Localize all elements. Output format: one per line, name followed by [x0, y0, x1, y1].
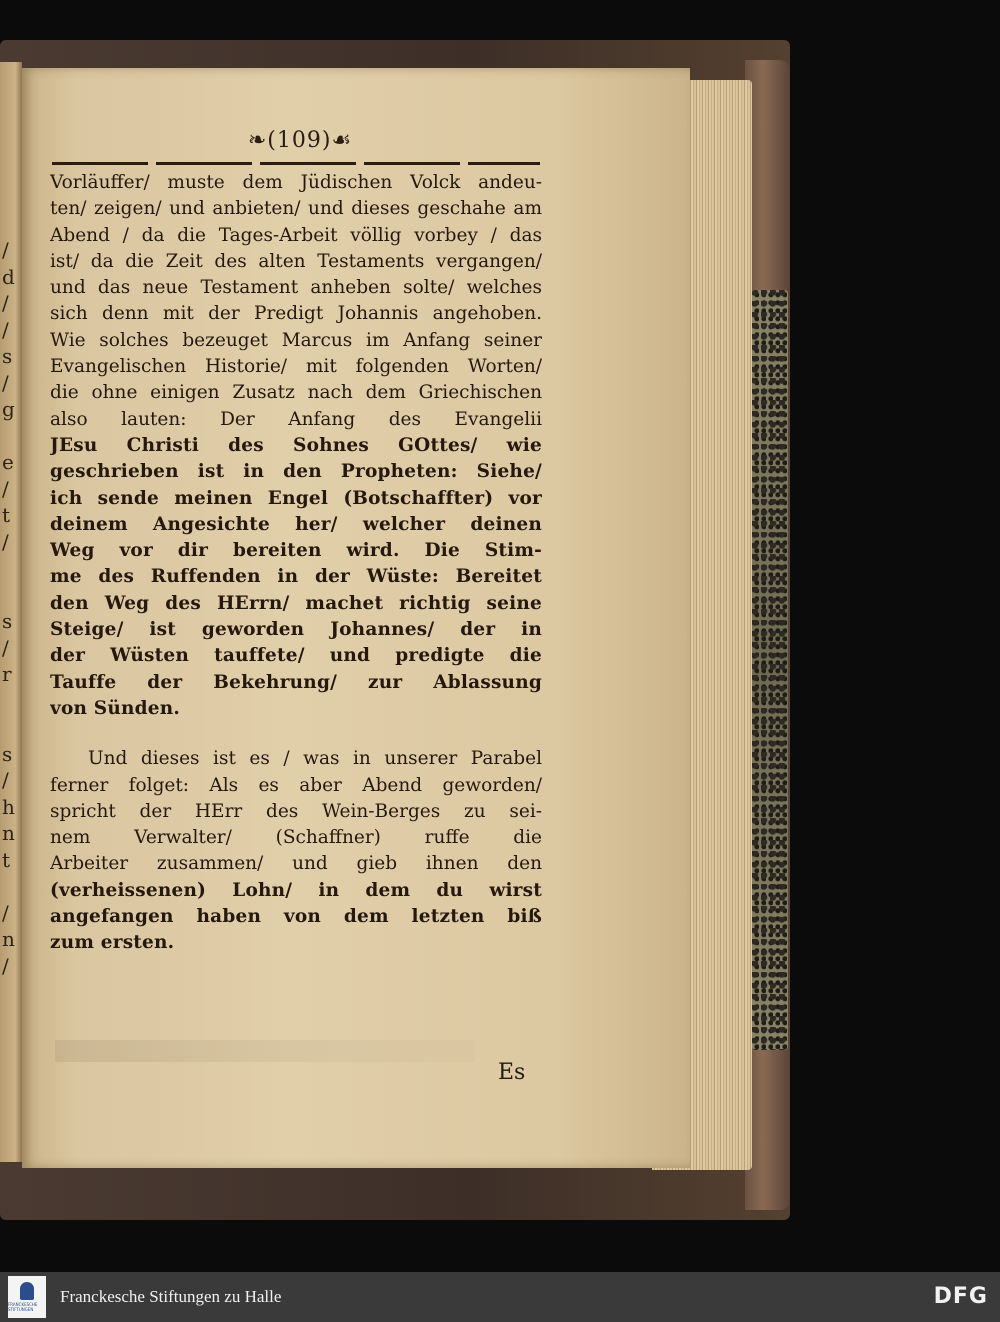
text-line: die ohne einigen Zusatz nach dem Griechischen: [50, 382, 542, 404]
franckesche-logo[interactable]: [8, 1276, 46, 1318]
text-line: und das neue Testament anheben solte/ welches: [50, 277, 542, 299]
page-header: [225, 128, 375, 153]
left-fragment: /: [2, 476, 9, 501]
header-rule: [52, 162, 540, 165]
text-line: Und dieses ist es / was in unserer Parabel: [88, 748, 542, 770]
catchword: Es: [498, 1060, 526, 1085]
text-line: geschrieben ist in den Propheten: Siehe/: [50, 461, 542, 483]
left-page-edge: [0, 62, 22, 1162]
left-fragment: /: [2, 291, 9, 315]
paragraph-1: [50, 170, 542, 722]
text-line: nem Verwalter/ (Schaffner) ruffe die: [50, 827, 542, 849]
text-line: Wie solches bezeuget Marcus im Anfang seiner: [50, 329, 542, 351]
text-line: Arbeiter zusammen/ und gieb ihnen den: [50, 853, 542, 875]
left-fragment: [2, 423, 20, 450]
left-fragment: t: [2, 503, 11, 527]
left-fragment: /: [2, 900, 9, 925]
left-fragment: s: [2, 344, 13, 368]
left-fragment: /: [2, 370, 9, 395]
text-line: angefangen haben von dem letzten biß: [50, 906, 542, 928]
left-fragment: n: [2, 821, 15, 845]
text-line: Tauffe der Bekehrung/ zur Ablassung: [50, 671, 542, 693]
text-line: ist/ da die Zeit des alten Testaments vergangen/: [50, 250, 542, 272]
left-fragment: /: [2, 635, 9, 660]
text-line: ten/ zeigen/ und anbieten/ und dieses geschahe am: [50, 198, 542, 220]
logo-mark-icon: [20, 1282, 34, 1300]
left-fragment: t: [2, 847, 11, 872]
left-fragment: [2, 714, 20, 741]
left-fragment: [2, 582, 20, 609]
ornament-left-icon: ❧: [247, 128, 268, 153]
left-fragment: s: [2, 609, 13, 633]
left-fragment: d: [2, 264, 15, 289]
left-fragment: /: [2, 529, 9, 554]
viewer-footer: [0, 1272, 1000, 1322]
page-number: (109): [267, 128, 332, 153]
left-fragment: [2, 555, 20, 582]
left-fragment: e: [2, 450, 14, 474]
text-line: Steige/ ist geworden Johannes/ der in: [50, 619, 542, 641]
text-line: JEsu Christi des Sohnes GOttes/ wie: [50, 434, 542, 456]
institution-title[interactable]: Franckesche Stiftungen zu Halle: [60, 1287, 282, 1306]
text-line: also lauten: Der Anfang des Evangelii: [50, 408, 542, 430]
left-fragment: [2, 873, 20, 900]
text-line: zum ersten.: [50, 932, 175, 954]
ornament-right-icon: ☙: [331, 128, 353, 153]
text-line: ferner folget: Als es aber Abend geworden/: [50, 774, 542, 796]
left-fragment: /: [2, 768, 9, 792]
marbled-board: [752, 290, 788, 1050]
text-line: spricht der HErr des Wein-Berges zu sei-: [50, 800, 542, 822]
left-page-fragments: [2, 237, 20, 979]
body-text: [50, 170, 542, 957]
dfg-logo[interactable]: DFG: [933, 1284, 988, 1309]
left-fragment: g: [2, 397, 15, 421]
left-fragment: n: [2, 927, 15, 951]
left-fragment: /: [2, 953, 9, 978]
text-line: me des Ruffenden in der Wüste: Bereitet: [50, 566, 542, 588]
text-line: deinem Angesichte her/ welcher deinen: [50, 513, 542, 535]
text-line: sich denn mit der Predigt Johannis angehoben.: [50, 303, 542, 325]
left-fragment: /: [2, 317, 9, 342]
paragraph-2: [50, 746, 542, 956]
text-line: Vorläuffer/ muste dem Jüdischen Volck andeu-: [50, 172, 542, 193]
text-line: (verheissenen) Lohn/ in dem du wirst: [50, 879, 542, 901]
left-fragment: [2, 688, 20, 715]
left-fragment: /: [2, 238, 9, 262]
text-line: ich sende meinen Engel (Botschaffter) vor: [50, 487, 542, 509]
left-fragment: s: [2, 741, 13, 766]
text-line: Abend / da die Tages-Arbeit völlig vorbey / das: [50, 224, 542, 246]
text-line: der Wüsten tauffete/ und predigte die: [50, 645, 542, 667]
text-line: von Sünden.: [50, 697, 181, 719]
text-line: den Weg des HErrn/ machet richtig seine: [50, 592, 542, 614]
text-line: Weg vor dir bereiten wird. Die Stim-: [50, 540, 542, 562]
logo-text: FRANCKESCHE STIFTUNGEN: [8, 1302, 38, 1312]
left-fragment: r: [2, 662, 12, 686]
show-through-text: [55, 1040, 475, 1062]
left-fragment: h: [2, 794, 15, 819]
text-line: Evangelischen Historie/ mit folgenden Worten/: [50, 356, 542, 378]
